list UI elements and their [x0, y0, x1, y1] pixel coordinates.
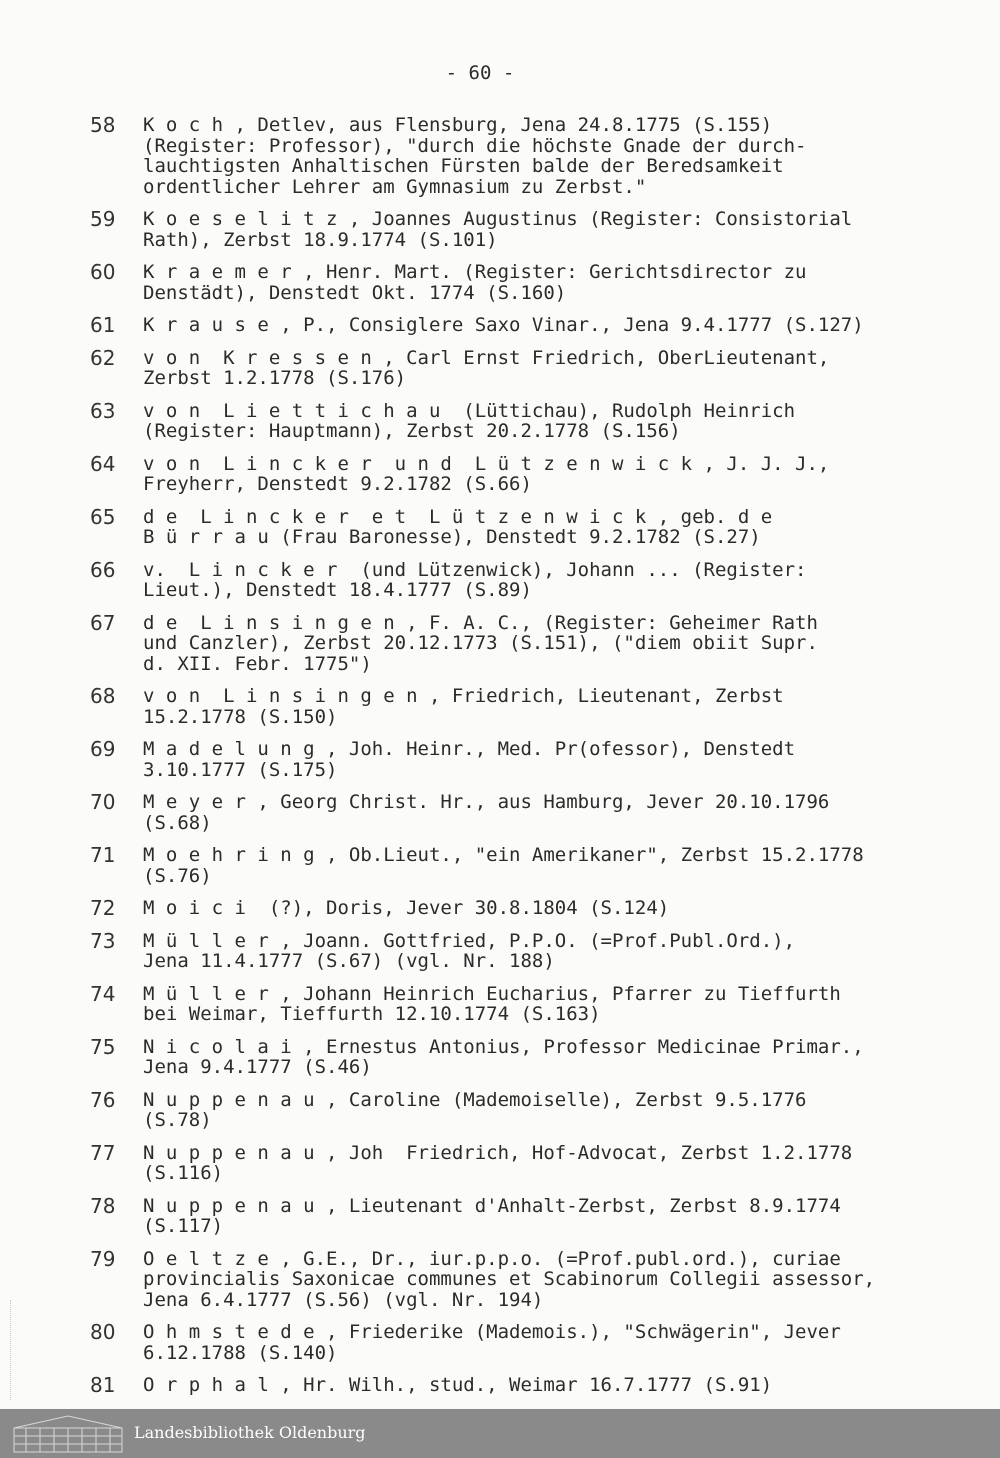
entry-line: M o i c i (?), Doris, Jever 30.8.1804 (S.124): [143, 897, 670, 919]
register-entry: [90, 115, 970, 197]
register-entry: [90, 345, 970, 389]
entry-line: O h m s t e d e , Friederike (Mademois.), "Schwägerin", Jever: [143, 1321, 841, 1343]
entry-number: 74: [90, 981, 116, 1006]
entry-number: 79: [90, 1246, 116, 1271]
entry-line: M e y e r , Georg Christ. Hr., aus Hamburg, Jever 20.10.1796: [143, 791, 830, 813]
entry-line: 15.2.1778 (S.150): [143, 705, 338, 728]
entry-line: Jena 11.4.1777 (S.67) (vgl. Nr. 188): [143, 950, 555, 972]
register-entry: [90, 1193, 970, 1237]
library-building-icon: [12, 1414, 124, 1454]
entry-number: 76: [90, 1087, 116, 1112]
entry-line: v o n L i n c k e r u n d L ü t z e n w i c k , J. J. J.,: [143, 452, 830, 475]
entry-line: lauchtigsten Anhaltischen Fürsten balde der Beredsamkeit: [143, 155, 784, 177]
entry-line: K r a u s e , P., Consiglere Saxo Vinar., Jena 9.4.1777 (S.127): [143, 314, 864, 336]
entry-line: v o n L i n s i n g e n , Friedrich, Lieutenant, Zerbst: [143, 685, 784, 707]
entry-text: [143, 348, 829, 389]
entry-line: bei Weimar, Tieffurth 12.10.1774 (S.163): [143, 1003, 601, 1025]
register-entry: [90, 209, 970, 250]
entry-line: und Canzler), Zerbst 20.12.1773 (S.151), ("diem obiit Supr.: [143, 632, 818, 654]
register-entry: [90, 1322, 970, 1363]
entry-text: [143, 1196, 841, 1237]
entry-line: v o n K r e s s e n , Carl Ernst Friedrich, OberLieutenant,: [143, 346, 830, 369]
entry-line: K o e s e l i t z , Joannes Augustinus (Register: Consistorial: [143, 208, 853, 230]
entry-number: 67: [90, 610, 116, 635]
entry-text: [143, 1143, 852, 1184]
register-entry: [90, 262, 970, 303]
entry-line: Jena 9.4.1777 (S.46): [143, 1056, 372, 1078]
register-entry: [90, 739, 970, 780]
register-entry: [90, 1087, 970, 1131]
entry-line: d e L i n s i n g e n , F. A. C., (Register: Geheimer Rath: [143, 611, 818, 634]
entry-text: [143, 454, 829, 495]
entry-text: [143, 315, 864, 336]
register-entry: [90, 928, 970, 972]
entry-line: (S.76): [143, 864, 212, 887]
entry-number: 71: [90, 843, 116, 867]
entry-line: Lieut.), Denstedt 18.4.1777 (S.89): [143, 579, 532, 601]
entry-text: [143, 792, 829, 833]
entry-line: M ü l l e r , Joann. Gottfried, P.P.O. (=Prof.Publ.Ord.),: [143, 929, 796, 952]
entry-text: [143, 262, 806, 303]
footer-bar: [0, 1409, 1000, 1458]
entry-line: (S.78): [143, 1109, 212, 1131]
entry-line: v. L i n c k e r (und Lützenwick), Johann ... (Register:: [143, 558, 807, 581]
register-entry: [90, 686, 970, 727]
entry-number: 72: [90, 896, 116, 920]
entry-text: [143, 686, 784, 727]
entry-line: Denstädt), Denstedt Okt. 1774 (S.160): [143, 281, 567, 304]
entry-text: [143, 115, 806, 197]
entry-line: provincialis Saxonicae communes et Scabinorum Collegii assessor,: [143, 1268, 876, 1290]
entry-text: [143, 401, 795, 442]
entry-number: 80: [90, 1320, 116, 1344]
entry-line: K o c h , Detlev, aus Flensburg, Jena 24.8.1775 (S.155): [143, 114, 773, 136]
entry-text: [143, 1249, 875, 1311]
entry-line: M a d e l u n g , Joh. Heinr., Med. Pr(ofessor), Denstedt: [143, 738, 796, 760]
entry-number: 78: [90, 1193, 116, 1218]
entry-text: [143, 739, 795, 780]
entry-line: N u p p e n a u , Caroline (Mademoiselle), Zerbst 9.5.1776: [143, 1088, 807, 1111]
entry-number: 59: [90, 207, 116, 231]
entry-text: [143, 1322, 841, 1363]
entry-text: [143, 209, 852, 250]
entry-line: d e L i n c k e r e t L ü t z e n w i c k , geb. d e: [143, 505, 773, 528]
entry-number: 62: [90, 345, 116, 370]
page-number: - 60 -: [445, 62, 515, 84]
entry-text: [143, 845, 864, 886]
entry-text: [143, 898, 669, 919]
register-entry: [90, 451, 970, 495]
entry-line: v o n L i e t t i c h a u (Lüttichau), Rudolph Heinrich: [143, 399, 796, 422]
entry-line: M ü l l e r , Johann Heinrich Eucharius, Pfarrer zu Tieffurth: [143, 982, 841, 1005]
entry-line: (S.68): [143, 811, 212, 834]
entry-number: 61: [90, 313, 116, 337]
entry-number: 70: [90, 790, 116, 814]
entry-line: O e l t z e , G.E., Dr., iur.p.p.o. (=Prof.publ.ord.), curiae: [143, 1247, 841, 1270]
entry-text: [143, 1375, 772, 1396]
entry-line: B ü r r a u (Frau Baronesse), Denstedt 9.2.1782 (S.27): [143, 526, 761, 548]
entry-text: [143, 613, 818, 675]
entry-line: K r a e m e r , Henr. Mart. (Register: Gerichtsdirector zu: [143, 261, 807, 283]
entry-line: ordentlicher Lehrer am Gymnasium zu Zerbst.": [143, 175, 647, 198]
entry-text: [143, 1037, 864, 1078]
register-entry: [90, 845, 970, 886]
entry-number: 64: [90, 451, 116, 476]
register-entry: [90, 1034, 970, 1078]
entry-line: (S.117): [143, 1215, 224, 1237]
register-entry: [90, 898, 970, 919]
entry-line: N u p p e n a u , Lieutenant d'Anhalt-Zerbst, Zerbst 8.9.1774: [143, 1194, 841, 1217]
entry-line: (Register: Hauptmann), Zerbst 20.2.1778 (S.156): [143, 420, 681, 442]
entry-line: 6.12.1788 (S.140): [143, 1341, 338, 1364]
register-entry: [90, 398, 970, 442]
entry-line: Rath), Zerbst 18.9.1774 (S.101): [143, 228, 498, 251]
entry-number: 63: [90, 398, 116, 423]
register-entry: [90, 557, 970, 601]
register-entry: [90, 610, 970, 675]
entry-number: 66: [90, 557, 116, 582]
entry-text: [143, 931, 795, 972]
library-name: Landesbibliothek Oldenburg: [134, 1423, 366, 1442]
entry-line: M o e h r i n g , Ob.Lieut., "ein Amerikaner", Zerbst 15.2.1778: [143, 844, 864, 866]
entry-number: 77: [90, 1140, 116, 1165]
entry-line: Jena 6.4.1777 (S.56) (vgl. Nr. 194): [143, 1288, 544, 1311]
entry-list: [90, 115, 970, 1408]
register-entry: [90, 504, 970, 548]
entry-line: d. XII. Febr. 1775"): [143, 652, 372, 675]
entry-line: (S.116): [143, 1162, 224, 1184]
entry-number: 73: [90, 928, 116, 953]
register-entry: [90, 1246, 970, 1311]
entry-line: N i c o l a i , Ernestus Antonius, Professor Medicinae Primar.,: [143, 1035, 864, 1058]
scan-edge: [10, 1300, 14, 1400]
entry-line: Zerbst 1.2.1778 (S.176): [143, 367, 407, 389]
entry-line: O r p h a l , Hr. Wilh., stud., Weimar 16.7.1777 (S.91): [143, 1374, 773, 1396]
register-entry: [90, 792, 970, 833]
entry-text: [143, 984, 841, 1025]
register-entry: [90, 315, 970, 336]
entry-number: 60: [90, 260, 116, 284]
entry-number: 65: [90, 504, 116, 529]
entry-line: N u p p e n a u , Joh Friedrich, Hof-Advocat, Zerbst 1.2.1778: [143, 1141, 853, 1164]
entry-number: 58: [90, 113, 116, 137]
register-entry: [90, 1375, 970, 1396]
entry-line: Freyherr, Denstedt 9.2.1782 (S.66): [143, 473, 532, 495]
entry-number: 68: [90, 684, 116, 708]
entry-text: [143, 507, 772, 548]
entry-number: 69: [90, 737, 116, 761]
entry-line: (Register: Professor), "durch die höchste Gnade der durch-: [143, 134, 807, 157]
entry-number: 75: [90, 1034, 116, 1059]
entry-text: [143, 1090, 806, 1131]
entry-text: [143, 560, 806, 601]
register-entry: [90, 981, 970, 1025]
register-entry: [90, 1140, 970, 1184]
entry-line: 3.10.1777 (S.175): [143, 758, 338, 781]
entry-number: 81: [90, 1373, 116, 1397]
